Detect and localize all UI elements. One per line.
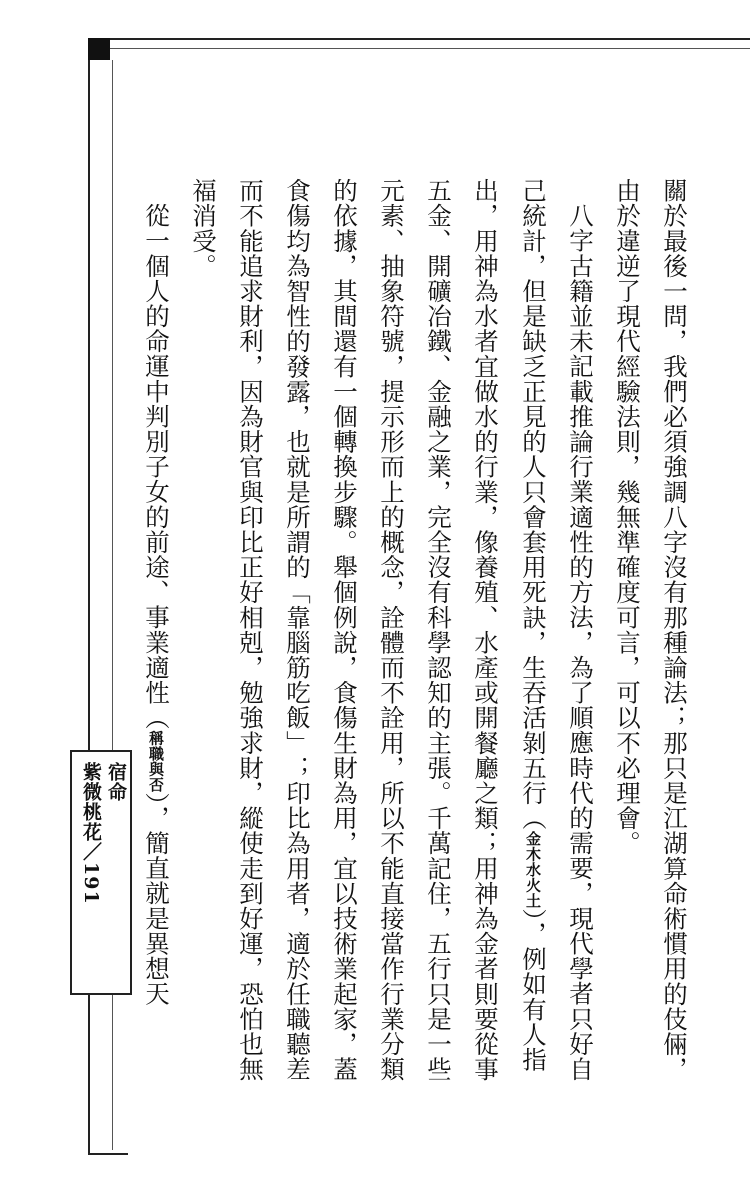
inline-note: 金木水火土 [524, 830, 542, 909]
inline-note: 稱職與否 [147, 729, 165, 793]
frame-top-line [110, 38, 750, 40]
paragraph [604, 178, 698, 1103]
paragraph-text: 從一個人的命運中判別子女的前途、事業適性（ [142, 202, 171, 730]
book-title-line1: 宿命 [105, 762, 127, 802]
paragraph [180, 178, 604, 1103]
body-text [142, 178, 698, 1103]
frame-left-line-upper [88, 60, 90, 750]
book-title-line2: 紫微桃花 [80, 762, 102, 842]
page-number: ／191 [80, 842, 102, 905]
book-title-line2-and-page [81, 762, 100, 905]
corner-marker [88, 38, 110, 60]
paragraph-text: 八字古籍並未記載推論行業適性的方法，為了順應時代的需要，現代學者只好自己統計，但是缺乏正見的人只會套用死訣，生吞活剝五行（ [519, 178, 595, 1081]
paragraph-text: ），例如有人指出，用神為水者宜做水的行業，像養殖、水產或開餐廳之類；用神為金者則要從事五金、開礦冶鐵、金融之業，完全沒有科學認知的主張。千萬記住，五行只是一些元素、抽象符號，提示形而上的概念，詮體而不詮用，所以不能直接當作行業分類的依據，其間還有一個轉換步驟。舉個例說，食傷生財為用，宜以技術業起家，蓋食傷均為智性的發露，也就是所謂的「靠腦筋吃飯」；印比為用者，適於任職聽差而不能追求財利，因為財官與印比正好相剋，勉強求財，縱使走到好運，恐怕也無福消受。 [189, 178, 548, 1082]
paragraph-text: ），簡直就是異想天 [142, 792, 171, 1006]
frame-bottom-line [88, 1153, 128, 1155]
book-title-box [70, 750, 132, 995]
paragraph [132, 178, 180, 1103]
frame-inner-top-line [110, 48, 750, 49]
paragraph-text: 關於最後一問，我們必須強調八字沒有那種論法；那只是江湖算命術慣用的伎倆，由於違逆了現代經驗法則，幾無準確度可言，可以不必理會。 [613, 178, 689, 1082]
frame-left-line-lower [88, 995, 90, 1155]
